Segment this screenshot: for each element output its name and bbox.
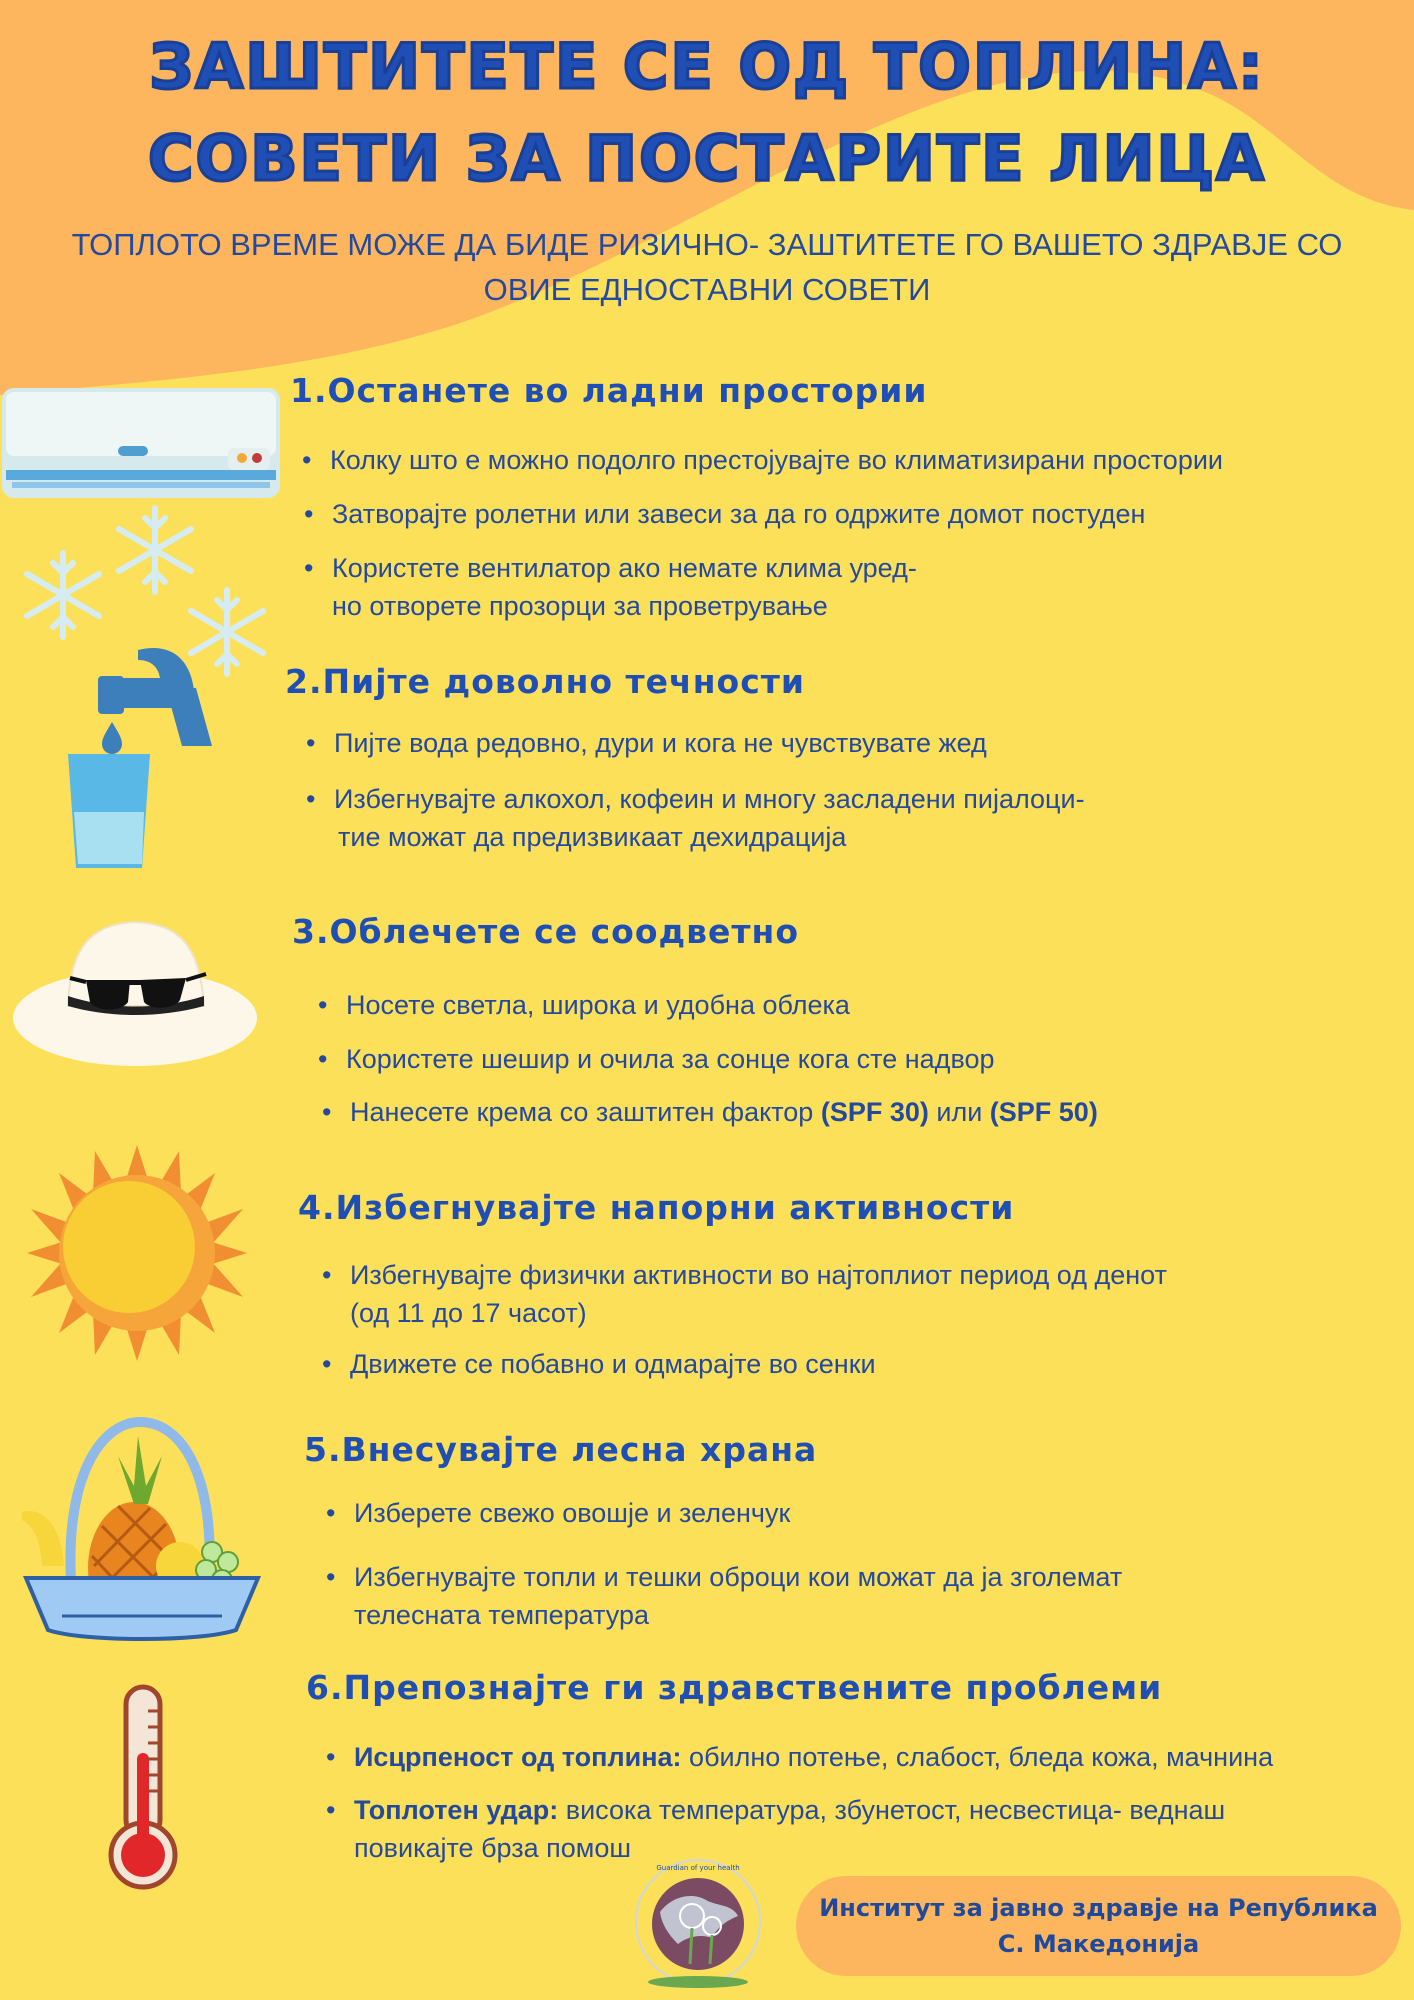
section-2-bullet-1: • Пијте вода редовно, дури и кога не чувствувате жед [306, 728, 987, 758]
institute-logo [632, 1856, 764, 1996]
section-1-title: 1.Останете во ладни простории [290, 371, 928, 410]
section-6-bullet-2: • Топлотен удар: висока температура, збунетост, несвестица- веднаш повикајте брза помош [326, 1795, 1226, 1863]
section-5-bullet-1: • Изберете свежо овошје и зеленчук [326, 1498, 791, 1528]
section-3-bullet-3: • Нанесете крема со заштитен фактор (SPF 30) или (SPF 50) [322, 1097, 1098, 1127]
section-5-title: 5.Внесувајте лесна храна [304, 1430, 818, 1469]
fruit-basket-icon [22, 1416, 262, 1646]
thermometer-icon [108, 1683, 180, 1893]
section-4-bullet-1: • Избегнувајте физички активности во најтоплиот период од денот (од 11 до 17 часот) [322, 1260, 1167, 1328]
section-6-title: 6.Препознајте ги здравствените проблеми [306, 1668, 1163, 1707]
section-3-bullet-1: • Носете светла, широка и удобна облека [318, 990, 850, 1020]
section-4-bullet-2: • Движете се побавно и одмарајте во сенки [322, 1349, 876, 1379]
institute-name-badge [796, 1876, 1401, 1976]
page-title-line1: ЗАШТИТЕТЕ СЕ ОД ТОПЛИНА: [149, 30, 1265, 103]
section-2-bullet-2: • Избегнувајте алкохол, кофеин и многу засладени пијалоци- тие можат да предизвикаат дехидрација [306, 784, 1085, 852]
page-title-line2: СОВЕТИ ЗА ПОСТАРИТЕ ЛИЦА [147, 122, 1266, 195]
section-6-bullet-1: • Исцрпеност од топлина: обилно потење, слабост, бледа кожа, мачнина [326, 1742, 1274, 1772]
section-1-bullet-2: • Затворајте ролетни или завеси за да го одржите домот постуден [304, 499, 1146, 529]
section-4-title: 4.Избегнувајте напорни активности [298, 1188, 1015, 1227]
subtitle-line1: ТОПЛОТО ВРЕМЕ МОЖЕ ДА БИДЕ РИЗИЧНО- ЗАШТИТЕТЕ ГО ВАШЕТО ЗДРАВЈЕ СО [71, 227, 1343, 262]
section-3-title: 3.Облечете се соодветно [292, 912, 800, 951]
subtitle-line2: ОВИЕ ЕДНОСТАВНИ СОВЕТИ [483, 272, 931, 307]
section-3-bullet-2: • Користете шешир и очила за сонце кога сте надвор [318, 1044, 995, 1074]
section-1-bullet-1: • Колку што е можно подолго престојувајте во климатизирани простории [302, 445, 1224, 475]
air-conditioner-icon [0, 384, 285, 504]
section-1-bullet-3: • Користете вентилатор ако немате клима уред- но отворете прозорци за проветрување [304, 553, 917, 621]
institute-name-line2: С. Македонија [997, 1930, 1200, 1958]
institute-name-line1: Институт за јавно здравје на Република [819, 1894, 1378, 1922]
section-2-title: 2.Пијте доволно течности [285, 662, 805, 701]
faucet-glass-icon [60, 636, 220, 876]
section-5-bullet-2: • Избегнувајте топли и тешки оброци кои можат да ја зголемат телесната температура [326, 1562, 1123, 1630]
sun-icon [25, 1143, 250, 1363]
hat-sunglasses-icon [10, 918, 260, 1068]
page-subtitle [30, 222, 1384, 312]
logo-text: Guardian of your health [656, 1864, 740, 1872]
